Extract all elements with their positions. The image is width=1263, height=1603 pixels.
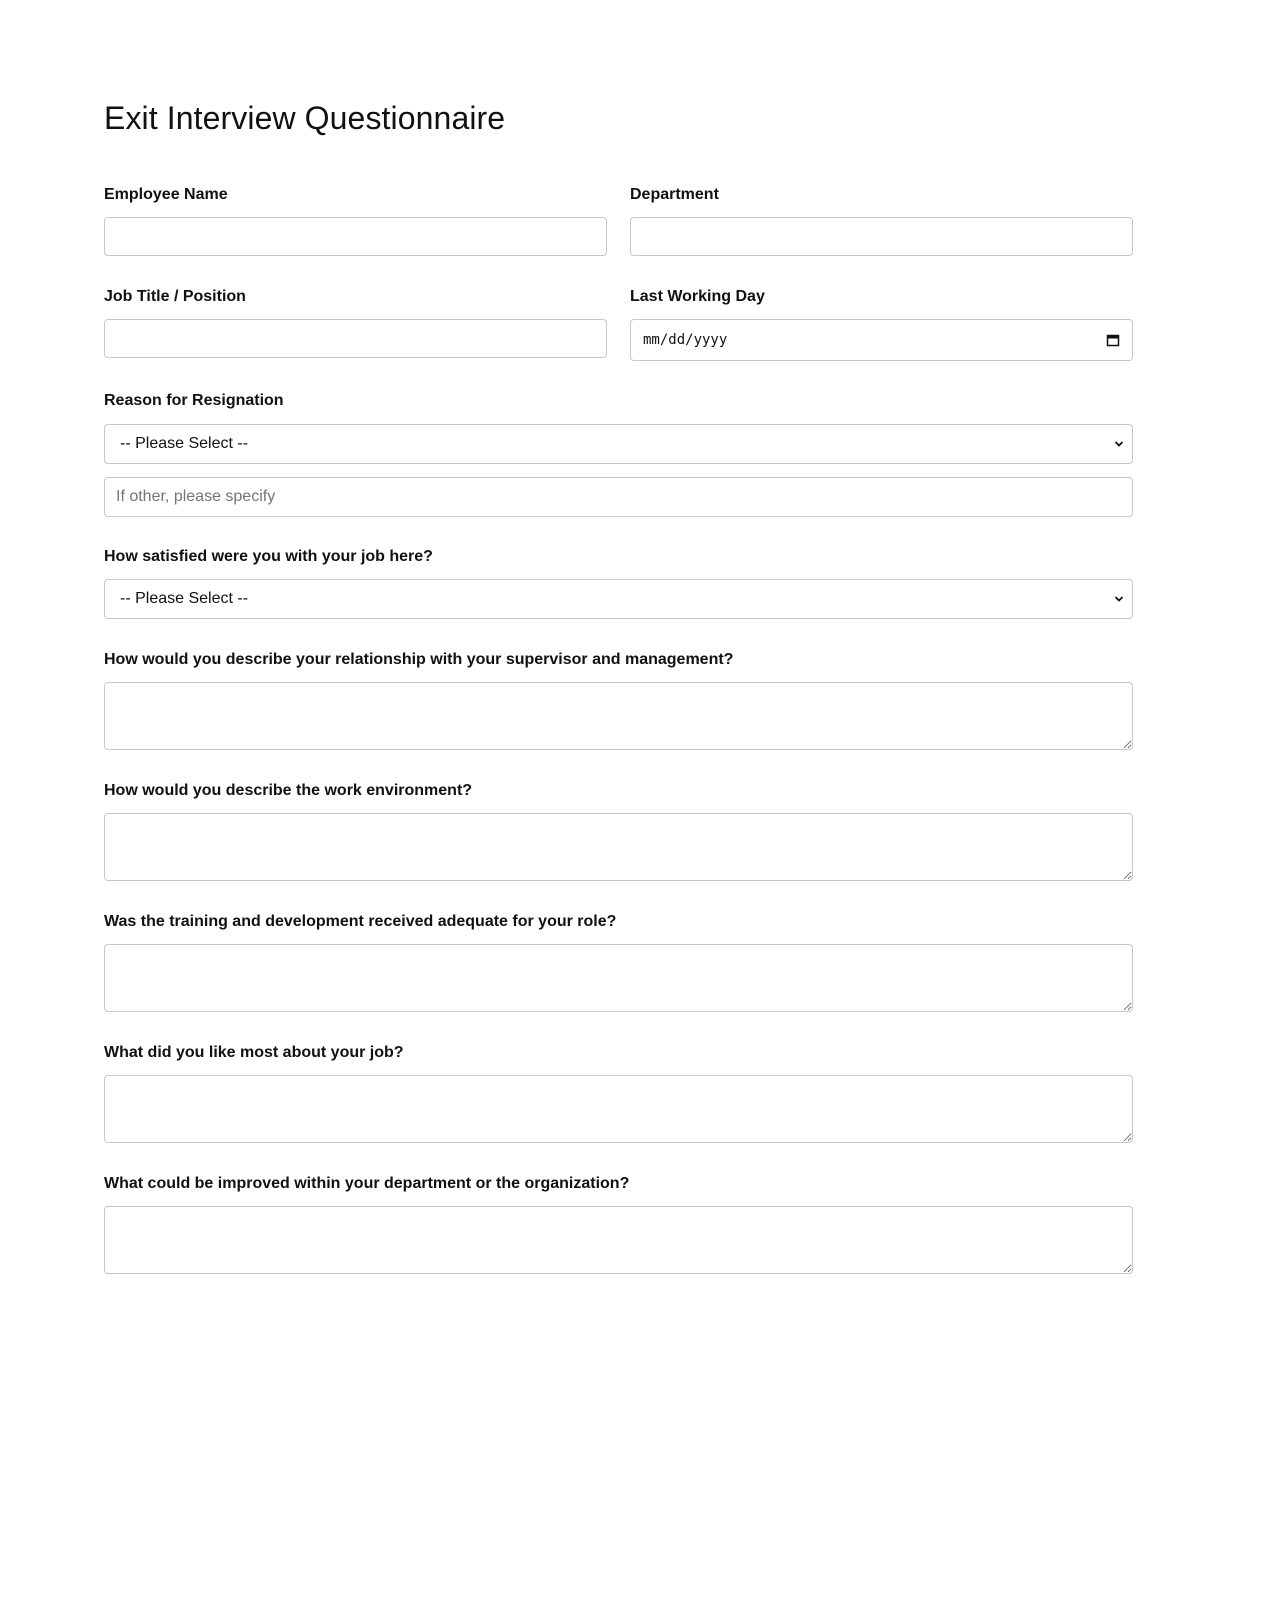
training-question-label: Was the training and development received adequate for your role? — [104, 913, 617, 930]
reason-selected-value: -- Please Select -- — [120, 435, 249, 452]
training-textarea[interactable] — [104, 944, 1133, 1012]
calendar-icon[interactable] — [1106, 333, 1120, 347]
reason-select[interactable] — [104, 424, 1133, 464]
supervisor-textarea[interactable] — [104, 682, 1133, 750]
date-placeholder: mm/dd/yyyy — [643, 332, 728, 348]
supervisor-question-label: How would you describe your relationship with your supervisor and management? — [104, 651, 734, 668]
satisfaction-selected-value: -- Please Select -- — [120, 590, 249, 607]
improve-question-label: What could be improved within your department or the organization? — [104, 1175, 630, 1192]
employee-name-label: Employee Name — [104, 186, 228, 203]
satisfaction-select[interactable] — [104, 579, 1133, 619]
last-working-day-label: Last Working Day — [630, 288, 765, 305]
improve-textarea[interactable] — [104, 1206, 1133, 1274]
job-title-label: Job Title / Position — [104, 288, 246, 305]
chevron-down-icon — [1114, 594, 1124, 604]
reason-other-input[interactable] — [104, 477, 1133, 517]
department-input[interactable] — [630, 217, 1133, 256]
environment-question-label: How would you describe the work environment? — [104, 782, 473, 799]
employee-name-input[interactable] — [104, 217, 607, 256]
last-working-day-input[interactable] — [630, 319, 1133, 361]
job-title-input[interactable] — [104, 319, 607, 358]
department-label: Department — [630, 186, 719, 203]
satisfaction-label: How satisfied were you with your job here? — [104, 548, 433, 565]
exit-interview-form — [104, 0, 1153, 1295]
chevron-down-icon — [1114, 439, 1124, 449]
liked-question-label: What did you like most about your job? — [104, 1044, 404, 1061]
page-title: Exit Interview Questionnaire — [104, 100, 506, 136]
liked-textarea[interactable] — [104, 1075, 1133, 1143]
reason-label: Reason for Resignation — [104, 392, 284, 409]
environment-textarea[interactable] — [104, 813, 1133, 881]
